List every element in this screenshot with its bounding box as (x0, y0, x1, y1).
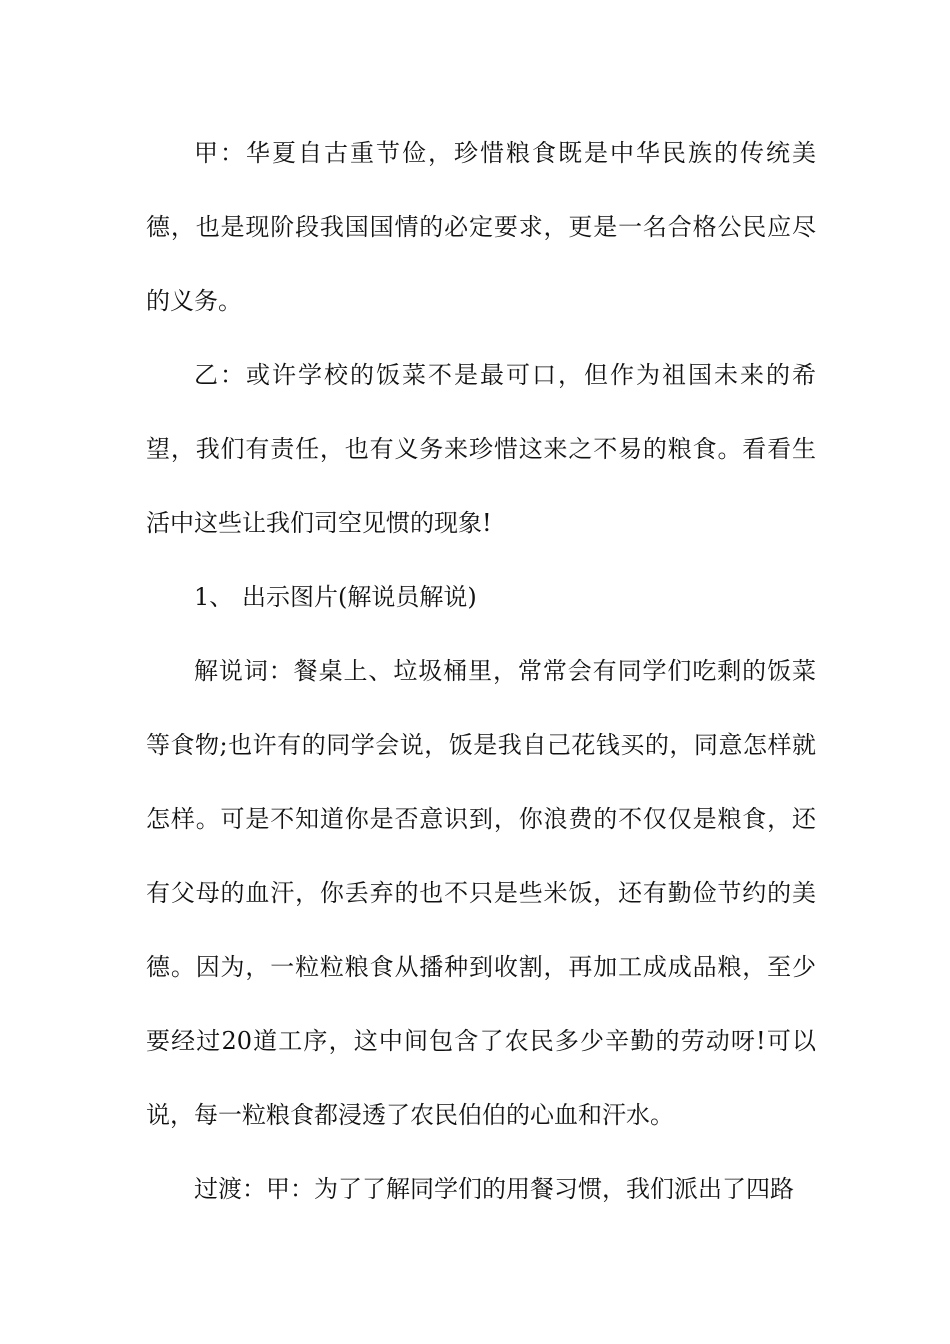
paragraph-transition: 过渡：甲：为了了解同学们的用餐习惯，我们派出了四路 (194, 1175, 794, 1203)
list-item-text: 出示图片(解说员解说) (242, 583, 477, 611)
paragraph-yi: 乙：或许学校的饭菜不是最可口，但作为祖国未来的希望，我们有责任，也有义务来珍惜这来之不易的粮食。看看生活中这些让我们司空见惯的现象! (146, 361, 816, 537)
list-item-show-pictures (146, 560, 816, 634)
list-item-number: 1、 (194, 583, 234, 611)
paragraph-commentary: 解说词：餐桌上、垃圾桶里，常常会有同学们吃剩的饭菜等食物;也许有的同学会说，饭是我自己花钱买的，同意怎样就怎样。可是不知道你是否意识到，你浪费的不仅仅是粮食，还有父母的血汗，你丢弃的也不只是些米饭，还有勤俭节约的美德。因为，一粒粒粮食从播种到收割，再加工成成品粮，至少要经过20道工序，这中间包含了农民多少辛勤的劳动呀!可以说，每一粒粮食都浸透了农民伯伯的心血和汗水。 (146, 657, 816, 1129)
paragraph-jia: 甲：华夏自古重节俭，珍惜粮食既是中华民族的传统美德，也是现阶段我国国情的必定要求，更是一名合格公民应尽的义务。 (146, 139, 816, 315)
